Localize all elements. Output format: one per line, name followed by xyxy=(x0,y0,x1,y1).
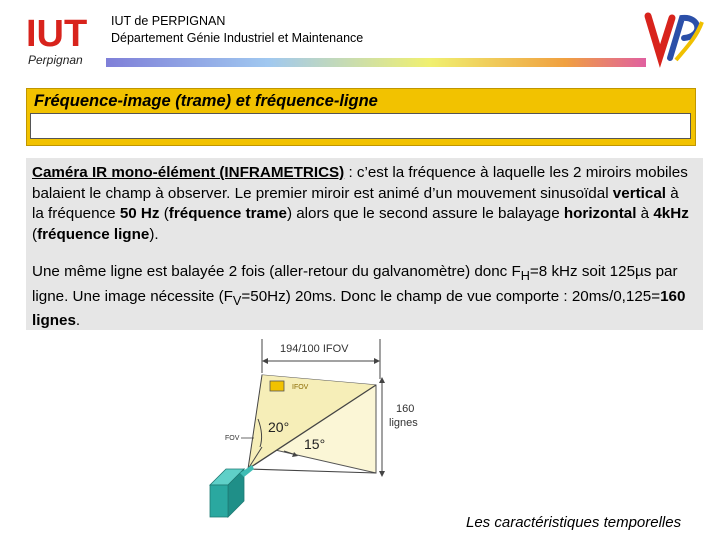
p2-text-1: Une même ligne est balayée 2 fois (aller-retour du galvanomètre) donc F xyxy=(32,263,521,280)
p2-sub-v: V xyxy=(232,293,242,308)
iut-logo-script: Perpignan xyxy=(28,53,83,67)
p1-text-2: à la fréquence xyxy=(32,184,679,222)
header-department: Département Génie Industriel et Maintenance xyxy=(111,31,364,45)
lines-word: lignes xyxy=(389,417,418,429)
p2-sub-h: H xyxy=(520,269,530,284)
p1-text-4: ) alors que le second assure le balayage xyxy=(286,205,564,222)
p1-bold-50hz: 50 Hz xyxy=(119,205,160,222)
p1-text-1: : c’est la fréquence à laquelle les 2 miroirs mobiles balaient le champ à observer. Le premier miroir est animé d’un mouvement sinusoïdal xyxy=(32,164,688,202)
title-empty-field xyxy=(30,113,691,139)
p2-text-2: =8 kHz soit 125µs par ligne. Une image nécessite (F xyxy=(32,263,678,305)
p1-bold-trame: fréquence trame xyxy=(168,205,287,222)
ifov-pixel xyxy=(270,381,284,391)
horizontal-angle-label: 15° xyxy=(304,436,326,452)
lines-count: 160 xyxy=(396,403,415,415)
p2-bold-160: 160 lignes xyxy=(32,287,686,330)
camera-icon xyxy=(210,465,254,517)
p1-bold-vertical: vertical xyxy=(612,184,666,202)
iut-logo xyxy=(24,10,104,70)
camera-name: Caméra IR mono-élément (INFRAMETRICS) xyxy=(32,164,345,181)
up-logo xyxy=(640,8,708,68)
up-logo-text: UP xyxy=(640,8,642,9)
p1-text-6: ( xyxy=(32,225,38,243)
p1-bold-4khz: 4kHz xyxy=(653,205,689,222)
slide-title: Fréquence-image (trame) et fréquence-ligne xyxy=(34,92,378,110)
p1-bold-horizontal: horizontal xyxy=(563,205,637,222)
p1-text-3: ( xyxy=(159,205,169,222)
p1-text-5: à xyxy=(636,205,654,222)
fov-label: FOV xyxy=(225,435,240,442)
header-gradient-bar xyxy=(106,58,646,67)
p2-text-4: . xyxy=(75,312,81,330)
scan-diagram xyxy=(200,335,440,525)
header-institution: IUT de PERPIGNAN xyxy=(111,14,226,28)
footer-caption: Les caractéristiques temporelles xyxy=(466,514,682,531)
ifov-count-label: 194/100 IFOV xyxy=(280,343,349,355)
p2-text-3: =50Hz) 20ms. Donc le champ de vue comporte : 20ms/0,125= xyxy=(241,287,661,305)
paragraph-1 xyxy=(32,163,692,245)
p1-bold-ligne: fréquence ligne xyxy=(37,225,150,243)
iut-logo-text: IUT xyxy=(26,13,88,55)
p1-text-7: ). xyxy=(149,225,159,243)
ifov-label: IFOV xyxy=(292,384,309,391)
paragraph-2 xyxy=(32,262,692,332)
vertical-angle-label: 20° xyxy=(268,419,290,435)
